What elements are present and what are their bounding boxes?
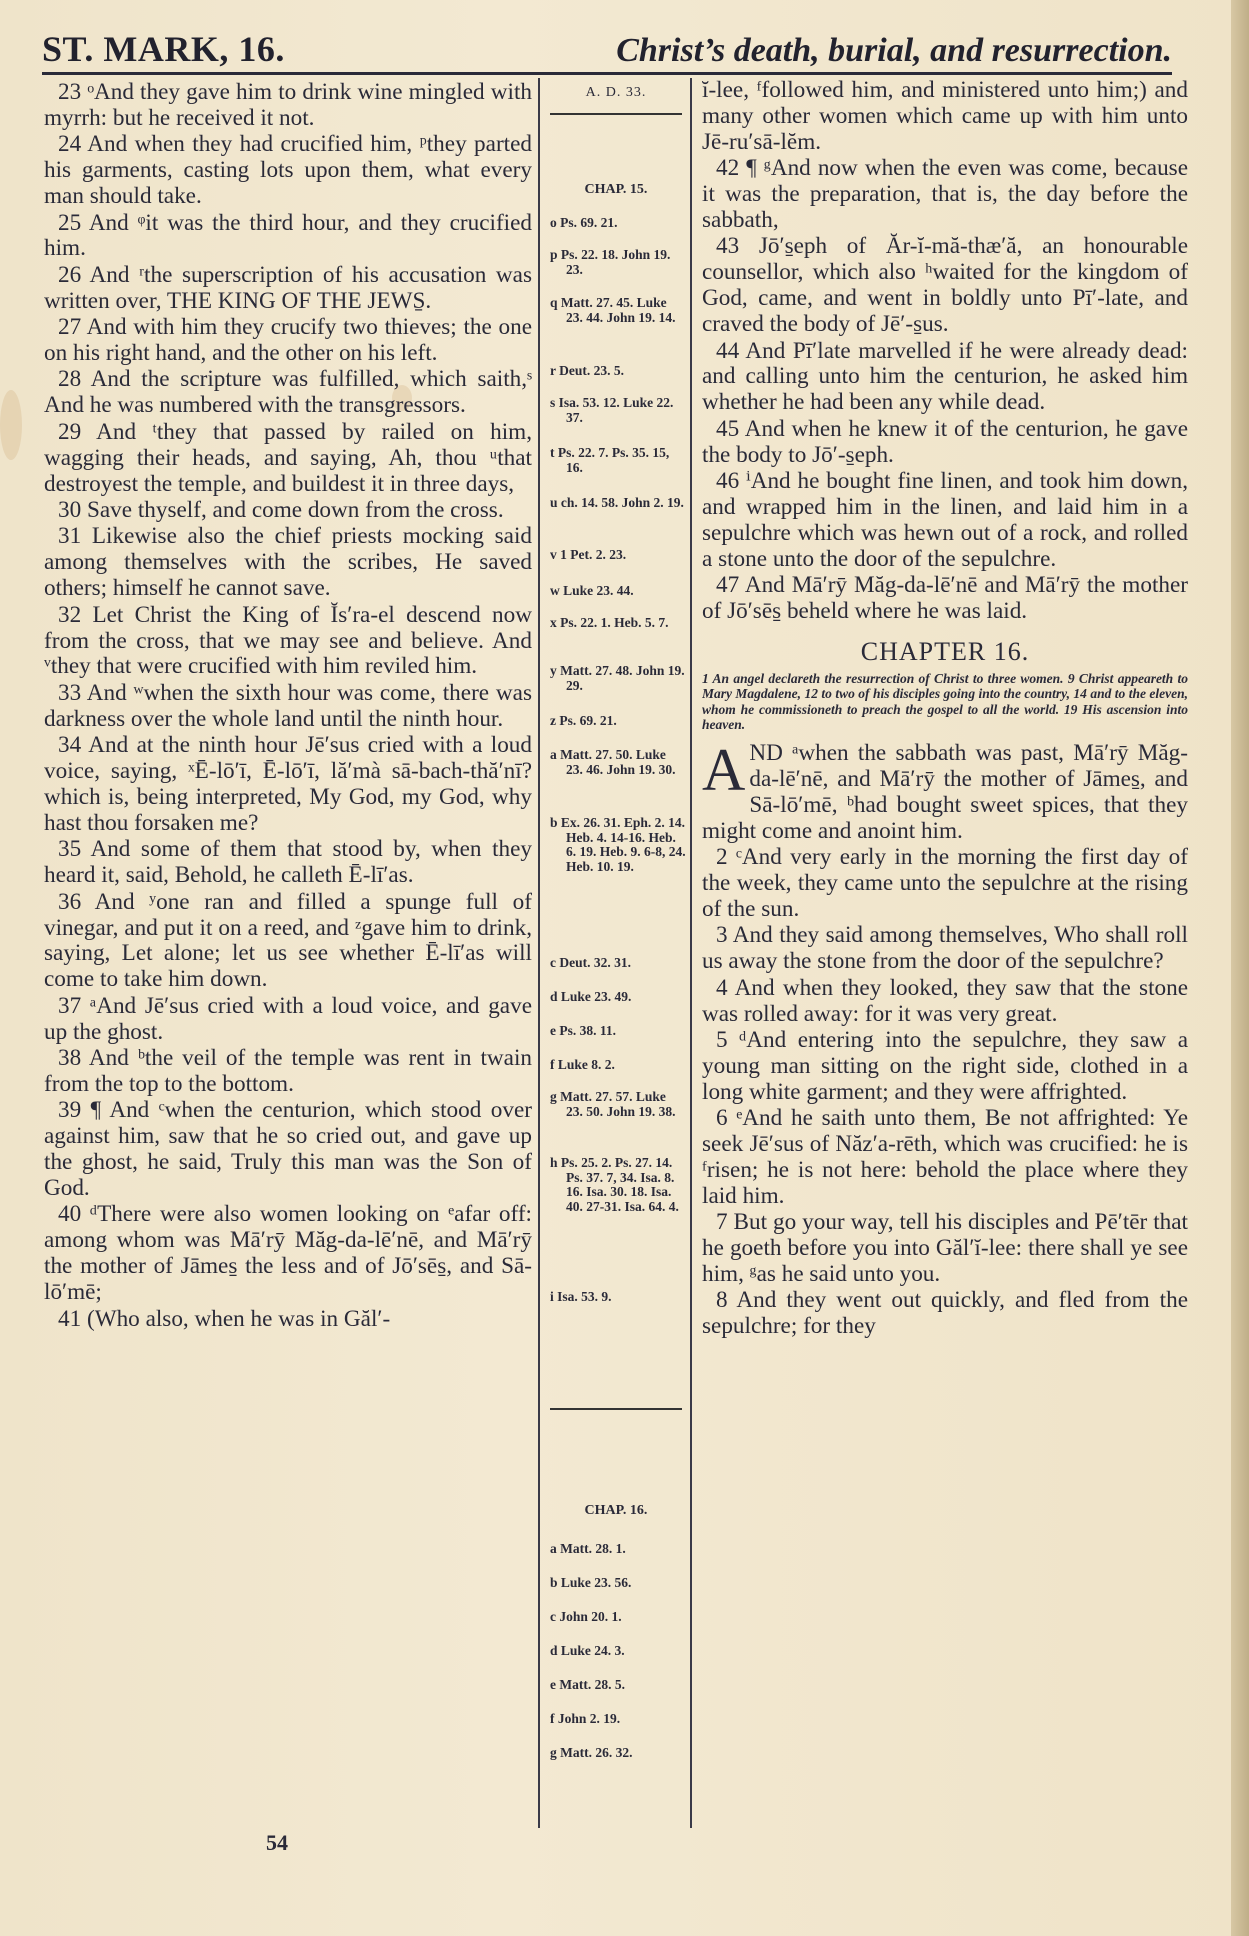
margin-rule bbox=[550, 113, 682, 115]
margin-ref bbox=[550, 496, 686, 511]
drop-cap: A bbox=[702, 736, 746, 803]
margin-ref bbox=[550, 748, 686, 777]
margin-ref-text: p Ps. 22. 18. John 19. 23. bbox=[550, 247, 671, 277]
margin-ref bbox=[550, 1678, 686, 1693]
page-edge bbox=[1231, 0, 1249, 1936]
verse: 47 And Mā′rȳ Măg-da-lē′nē and Mā′rȳ the mother of Jō′sēs̱ beheld where he was laid. bbox=[702, 572, 1188, 625]
margin-ref-text: c Deut. 32. 31. bbox=[550, 955, 631, 970]
margin-ref bbox=[550, 296, 686, 325]
verse: 27 And with him they crucify two thieves; the one on his right hand, and the other on his left. bbox=[44, 314, 532, 367]
page-stain bbox=[0, 390, 22, 460]
verse: 30 Save thyself, and come down from the cross. bbox=[58, 497, 504, 523]
verse: 7 But go your way, tell his disciples and Pē′tēr that he goeth before you into Găl′ĭ-lee: there shall ye see him, ᵍas he said unto you. bbox=[702, 1209, 1188, 1288]
margin-ref bbox=[550, 1576, 686, 1591]
margin-ref-text: s Isa. 53. 12. Luke 22. 37. bbox=[550, 395, 674, 425]
verse: 4 And when they looked, they saw that the stone was rolled away: for it was very great. bbox=[702, 974, 1188, 1027]
margin-ref-text: c John 20. 1. bbox=[550, 1609, 622, 1624]
margin-ref bbox=[550, 1058, 686, 1073]
running-header bbox=[42, 22, 1172, 70]
verse: 44 And Pī′late marvelled if he were already dead: and calling unto him the centurion, he asked him whether he had been any while dead. bbox=[702, 337, 1188, 416]
verse: 37 ᵃAnd Jē′sus cried with a loud voice, and gave up the ghost. bbox=[44, 992, 532, 1045]
verse: 41 (Who also, when he was in Găl′- bbox=[58, 1305, 391, 1332]
verse: 36 And ʸone ran and filled a spunge full of vinegar, and put it on a reed, and ᶻgave him to drink, saying, Let alone; let us see whether Ē-lī′as will come to take him down. bbox=[44, 888, 532, 993]
margin-ref-text: g Matt. 27. 57. Luke 23. 50. John 19. 38. bbox=[550, 1089, 676, 1119]
margin-ref-text: d Luke 24. 3. bbox=[550, 1643, 625, 1658]
margin-ref bbox=[550, 714, 686, 729]
margin-ref bbox=[550, 248, 686, 277]
margin-ref-text: f John 2. 19. bbox=[550, 1711, 621, 1726]
margin-ref-text: f Luke 8. 2. bbox=[550, 1057, 615, 1072]
margin-ref bbox=[550, 584, 686, 599]
margin-ref bbox=[550, 364, 686, 379]
margin-ref-text: t Ps. 22. 7. Ps. 35. 15, 16. bbox=[550, 445, 670, 475]
margin-ref bbox=[550, 1712, 686, 1727]
margin-ref-text: e Matt. 28. 5. bbox=[550, 1677, 625, 1692]
verse: 5 ᵈAnd entering into the sepulchre, they saw a young man sitting on the right side, clothed in a long white garment; and they were affrighted. bbox=[702, 1026, 1188, 1105]
margin-ref-text: b Luke 23. 56. bbox=[550, 1575, 632, 1590]
verse: 38 And ᵇthe veil of the temple was rent in twain from the top to the bottom. bbox=[44, 1045, 532, 1097]
margin-ref-text: a Matt. 28. 1. bbox=[550, 1541, 626, 1556]
margin-ref-text: a Matt. 27. 50. Luke 23. 46. John 19. 30. bbox=[550, 747, 676, 777]
verse: 35 And some of them that stood by, when they heard it, said, Behold, he calleth Ē-lī′as. bbox=[44, 836, 532, 889]
verse: 42 ¶ ᵍAnd now when the even was come, because it was the preparation, that is, the day before the sabbath, bbox=[702, 155, 1188, 234]
margin-ref bbox=[550, 1024, 686, 1039]
margin-ref-text: z Ps. 69. 21. bbox=[550, 713, 617, 728]
margin-ref-text: w Luke 23. 44. bbox=[550, 583, 634, 598]
margin-ref bbox=[550, 956, 686, 971]
book-chapter-title: ST. MARK, 16. bbox=[42, 29, 285, 69]
margin-ref bbox=[550, 1610, 686, 1625]
margin-ref-text: h Ps. 25. 2. Ps. 27. 14. Ps. 37. 7, 34. Isa. 8. 16. Isa. 30. 18. Isa. 40. 27-31. Isa. 64. 4. bbox=[550, 1155, 679, 1214]
verse: 32 Let Christ the King of Ĭs′ra-el descend now from the cross, that we may see and believe. And ᵛthey that were crucified with him reviled him. bbox=[44, 601, 532, 680]
margin-ref-text: e Ps. 38. 11. bbox=[550, 1023, 616, 1038]
verse: 34 And at the ninth hour Jē′sus cried with a loud voice, saying, ˣĒ-lō′ī, Ē-lō′ī, lă′mà sā-bach-thă′nī? which is, being interpreted, My God, my God, why hast thou forsaken me? bbox=[44, 732, 532, 836]
margin-ref bbox=[550, 664, 686, 693]
left-text-column bbox=[44, 80, 532, 1820]
first-verse bbox=[702, 736, 1188, 845]
verse: 39 ¶ And ᶜwhen the centurion, which stood over against him, saw that he so cried out, and gave up the ghost, he said, Truly this man was the Son of God. bbox=[44, 1097, 532, 1202]
verse: 25 And ᵠit was the third hour, and they crucified him. bbox=[44, 209, 532, 262]
verse: 8 And they went out quickly, and fled from the sepulchre; for they bbox=[702, 1287, 1188, 1340]
column-divider bbox=[690, 78, 692, 1828]
margin-ref bbox=[550, 616, 686, 631]
margin-ref-text: d Luke 23. 49. bbox=[550, 989, 632, 1004]
margin-rule bbox=[550, 1408, 682, 1410]
margin-ref bbox=[550, 216, 686, 231]
margin-ref-text: g Matt. 26. 32. bbox=[550, 1745, 633, 1760]
anno-domini-label: A. D. 33. bbox=[585, 85, 647, 100]
verse: 23 ᵒAnd they gave him to drink wine mingled with myrrh: but he received it not. bbox=[44, 80, 532, 131]
margin-references bbox=[546, 78, 686, 1828]
verse: 31 Likewise also the chief priests mocking said among themselves with the scribes, He saved others; himself he cannot save. bbox=[44, 523, 532, 602]
first-verse-text: ND ᵃwhen the sabbath was past, Mā′rȳ Măg-da-lē′nē, and Mā′rȳ the mother of Jāmes̱, and Sā-lō′mē, ᵇhad bought sweet spices, that they might come and anoint him. bbox=[702, 739, 1188, 844]
margin-ref-text: x Ps. 22. 1. Heb. 5. 7. bbox=[550, 615, 669, 630]
margin-chapter-label: CHAP. 16. bbox=[584, 1503, 648, 1518]
margin-ref bbox=[550, 1644, 686, 1659]
verse: 26 And ʳthe superscription of his accusation was written over, THE KING OF THE JEWS̱. bbox=[44, 261, 532, 314]
margin-ref-text: b Ex. 26. 31. Eph. 2. 14. Heb. 4. 14-16. Heb. 6. 19. Heb. 9. 6-8, 24. Heb. 10. 19. bbox=[550, 815, 686, 874]
margin-ref bbox=[550, 446, 686, 475]
margin-ref bbox=[550, 816, 686, 874]
margin-ref-text: v 1 Pet. 2. 23. bbox=[550, 547, 627, 562]
verse: 40 ᵈThere were also women looking on ᵉafar off: among whom was Mā′rȳ Măg-da-lē′nē, and Mā′rȳ the mother of Jāmes̱ the less and of Jō′sēs̱, and Sā-lō′mē; bbox=[44, 1201, 532, 1306]
margin-ref bbox=[550, 1746, 686, 1761]
verse: 43 Jō′s̱eph of Ăr-ĭ-mă-thæ′ă, an honourable counsellor, which also ʰwaited for the kingdom of God, came, and went in boldly unto Pī′-late, and craved the body of Jē′-s̱us. bbox=[702, 233, 1188, 338]
page-topic-heading: Christ’s death, burial, and resurrection. bbox=[616, 32, 1172, 69]
margin-ref bbox=[550, 396, 686, 425]
margin-ref bbox=[550, 1090, 686, 1119]
verse: 3 And they said among themselves, Who shall roll us away the stone from the door of the sepulchre? bbox=[702, 922, 1188, 975]
verse: 33 And ʷwhen the sixth hour was come, there was darkness over the whole land until the ninth hour. bbox=[44, 679, 532, 732]
margin-ref bbox=[550, 1542, 686, 1557]
chapter-heading: CHAPTER 16. bbox=[860, 637, 1030, 667]
margin-ref bbox=[550, 1290, 686, 1305]
margin-ref-text: i Isa. 53. 9. bbox=[550, 1289, 612, 1304]
margin-ref bbox=[550, 1156, 686, 1214]
verse: ĭ-lee, ᶠfollowed him, and ministered unto him;) and many other women which came up with him unto Jē-ru′sā-lĕm. bbox=[702, 78, 1188, 155]
verse: 24 And when they had crucified him, ᵖthey parted his garments, casting lots upon them, what every man should take. bbox=[44, 131, 532, 210]
margin-ref bbox=[550, 548, 686, 563]
verse: 29 And ᵗthey that passed by railed on him, wagging their heads, and saying, Ah, thou ᵘthat destroyest the temple, and buildest it in three days, bbox=[44, 418, 532, 497]
margin-ref-text: q Matt. 27. 45. Luke 23. 44. John 19. 14. bbox=[550, 295, 676, 325]
verse: 46 ⁱAnd he bought fine linen, and took him down, and wrapped him in the linen, and laid him in a sepulchre which was hewn out of a rock, and rolled a stone unto the door of the sepulchre. bbox=[702, 468, 1188, 572]
right-text-column bbox=[702, 78, 1188, 1828]
verse: 28 And the scripture was fulfilled, which saith,ˢ And he was numbered with the transgressors. bbox=[44, 366, 532, 419]
margin-ref-text: y Matt. 27. 48. John 19. 29. bbox=[550, 663, 685, 693]
margin-ref bbox=[550, 990, 686, 1005]
page-number: 54 bbox=[266, 1830, 288, 1855]
chapter-summary: 1 An angel declareth the resurrection of Christ to three women. 9 Christ appeareth to Mary Magdalene, 12 to two of his disciples going into the country, 14 and to the eleven, whom he commissioneth to preach the gospel to all the world. 19 His ascension into heaven. bbox=[702, 670, 1188, 733]
header-rule bbox=[42, 72, 1172, 75]
margin-ref-text: r Deut. 23. 5. bbox=[550, 363, 624, 378]
margin-ref-text: u ch. 14. 58. John 2. 19. bbox=[550, 495, 684, 510]
verse: 2 ᶜAnd very early in the morning the first day of the week, they came unto the sepulchre at the rising of the sun. bbox=[702, 844, 1188, 922]
margin-ref-text: o Ps. 69. 21. bbox=[550, 215, 618, 230]
verse: 6 ᵉAnd he saith unto them, Be not affrighted: Ye seek Jē′sus of Năz′a-rēth, which was crucified: he is ᶠrisen; he is not here: behold the place where they laid him. bbox=[702, 1105, 1188, 1209]
margin-chapter-label: CHAP. 15. bbox=[584, 182, 648, 197]
verse: 45 And when he knew it of the centurion, he gave the body to Jō′-s̱eph. bbox=[702, 415, 1188, 468]
column-divider bbox=[538, 78, 540, 1828]
